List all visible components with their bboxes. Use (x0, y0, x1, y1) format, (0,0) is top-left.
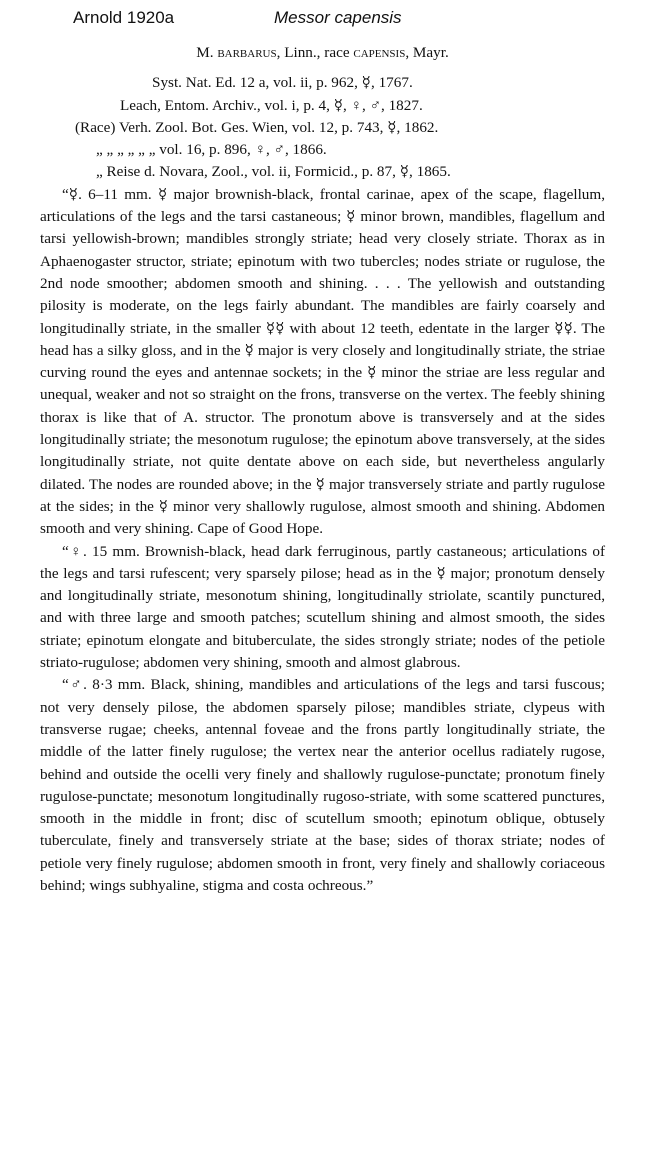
synonymy-entry: Syst. Nat. Ed. 12 a, vol. ii, p. 962, ☿, 1767. (152, 74, 413, 92)
worker-description: “☿. 6–11 mm. ☿ major brownish-black, frontal carinae, apex of the scape, flagellum, articulations of the legs and the tarsi castaneous; ☿ minor brown, mandibles, flagellum and tarsi yellowish-brown; mandibles strongly striate; head very closely striate. Thorax as in Aphaenogaster structor, striate; epinotum with two tubercles; nodes striate or rugulose, the 2nd node smoother; abdomen smooth and shining. . . . The yellowish and outstanding pilosity is moderate, on the legs fairly abundant. The mandibles are fairly coarsely and longitudinally striate, in the smaller ☿☿ with about 12 teeth, edentate in the larger ☿☿. The head has a silky gloss, and in the ☿ major is very closely and longitudinally striate, the striae curving round the eyes and antennae sockets; in the ☿ minor the striae are less regular and unequal, weaker and not so straight on the frons, transverse on the vertex. The feebly shining thorax is like that of A. structor. The pronotum above is transversely and at the sides longitudinally striate; the mesonotum rugulose; the epinotum above transversely, at the sides longitudinally striate, not quite dentate above on each side, but nevertheless angularly dilated. The nodes are rounded above; in the ☿ major transversely striate and partly rugulose at the sides; in the ☿ minor very shallowly rugulose, almost smooth and shining. Abdomen smooth and very shining. Cape of Good Hope. (40, 185, 605, 538)
document-body (40, 42, 605, 897)
male-description: “♂. 8·3 mm. Black, shining, mandibles and articulations of the legs and tarsi fuscous; not very densely pilose, the abdomen sparsely pilose; mandibles striate, clypeus with transverse rugae; cheeks, antennal foveae and the frons partly longitudinally striate, the middle of the latter finely rugulose; the vertex near the anterior ocellus radiately rugose, behind and outside the ocelli very finely and shallowly rugulose-punctate; pronotum finely rugulose-punctate; mesonotum longitudinally rugoso-striate, with some scattered punctures, smooth in the middle in front; disc of scutellum smooth; epinotum oblique, obtusely tuberculate, finely and transversely striate at the base; sides of thorax striate; nodes of petiole very finely rugulose; abdomen smooth in front, very finely and shallowly coriaceous behind; wings subhyaline, stigma and costa ochreous.” (40, 676, 605, 894)
title-genus: M. (196, 44, 214, 61)
title-species: barbarus (217, 44, 277, 61)
synonymy-entry: „ „ „ „ „ „ vol. 16, p. 896, ♀, ♂, 1866. (96, 141, 327, 159)
title-authority: , Linn., race (276, 44, 350, 61)
female-description: “♀. 15 mm. Brownish-black, head dark ferruginous, partly castaneous; articulations of the legs and tarsi rufescent; very sparsely pilose; head as in the ☿ major; pronotum densely and longitudinally striate, mesonotum shining, longitudinally striolate, scantily punctured, and with three large and smooth patches; scutellum shining and almost smooth, the sides striate; epinotum elongate and bituberculate, the sides strongly striate; nodes of the petiole striato-rugulose; abdomen very shining, smooth and almost glabrous. (40, 542, 605, 672)
species-title (40, 42, 605, 64)
page-header (0, 8, 650, 32)
synonymy-entry: „ Reise d. Novara, Zool., vol. ii, Formicid., p. 87, ☿, 1865. (96, 163, 451, 181)
header-author: Arnold 1920a (73, 8, 175, 27)
title-race: capensis (353, 44, 406, 61)
title-race-authority: , Mayr. (405, 44, 449, 61)
synonymy-entry: (Race) Verh. Zool. Bot. Ges. Wien, vol. 12, p. 743, ☿, 1862. (75, 118, 439, 136)
header-species: Messor capensis (274, 8, 402, 27)
synonymy-list (40, 72, 605, 183)
synonymy-entry: Leach, Entom. Archiv., vol. i, p. 4, ☿, ♀, ♂, 1827. (120, 96, 423, 114)
